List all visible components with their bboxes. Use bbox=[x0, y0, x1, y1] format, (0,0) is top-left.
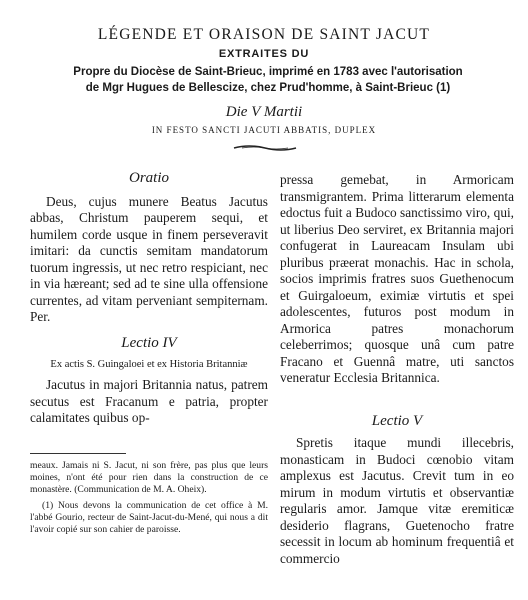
page-title: LÉGENDE ET ORAISON DE SAINT JACUT bbox=[97, 26, 431, 43]
oratio-text: Deus, cujus munere Beatus Jacutus abbas, Christum pauperem sequi, et humilem corde usque in finem perseveravit imitari: da cunctis semitam mandatorum tuorum ingressis, ut nec retro respiciant, nec in via hæreant; sed ad te sine ulla offensione currentes, ad vitam perveniant sempiternam. Per. bbox=[30, 193, 268, 324]
source-line-2: de Mgr Hugues de Bellescize, chez Prud'homme, à Saint-Brieuc (1) bbox=[85, 82, 451, 94]
ornament-divider bbox=[232, 143, 298, 153]
lectio-5-heading: Lectio V bbox=[371, 412, 423, 429]
lectio-4-continuation: pressa gemebat, in Armoricam transmigrantem. Prima litterarum elementa edoctus fuit a Budoco sanctissimo viro, qui, ut liberius Deo serviret, ex Britannia majori confugerat in Laureacam Insulam ubi pluribus præerat monachis. Hac in schola, socios imprimis fratres suos Guethenocum et Guirgaloeum, eximiæ virtutis et spei adolescentes, futuros post modum in Armorica patres monachorum celeberrimos; quosque unâ cum patre Fracano et Guennâ matre, uti sanctos veneratur Ecclesia Britannica. bbox=[280, 172, 514, 385]
right-column bbox=[280, 172, 514, 567]
subtitle: EXTRAITES DU bbox=[218, 48, 310, 60]
feast-title: IN FESTO SANCTI JACUTI ABBATIS, DUPLEX bbox=[151, 125, 377, 135]
lectio-5-text: Spretis itaque mundi illecebris, monasticam in Budoci cœnobio vitam amplexus est Jacutus. Crevit tum in eo mirum in modum virtutis et observantiæ regularis amor. Jamque vitæ eremiticæ desiderio flagrans, Guetenocho fratre secessit in locum ab hominum frequentiâ et commercio bbox=[280, 435, 514, 566]
footnote-continuation: meaux. Jamais ni S. Jacut, ni son frère, pas plus que leurs moines, n'ont été pour rien dans la construction de ce monastère. (Communication de M. A. Oheix). bbox=[30, 459, 268, 495]
footnote-1: (1) Nous devons la communication de cet office à M. l'abbé Gourio, recteur de Saint-Jacut-du-Mené, qui nous a dit l'avoir copié sur son cahier de paroisse. bbox=[30, 499, 268, 535]
footnotes bbox=[30, 460, 268, 536]
lectio-4-source: Ex actis S. Guingaloei et ex Historia Britanniæ bbox=[50, 359, 248, 370]
lectio-4-heading: Lectio IV bbox=[121, 334, 177, 351]
oratio-heading: Oratio bbox=[128, 170, 169, 186]
lectio-4-text: Jacutus in majori Britannia natus, patrem secutus est Fracanum e patria, propter calamitates quibus op- bbox=[30, 377, 268, 425]
feast-date: Die V Martii bbox=[225, 104, 303, 120]
footnote-rule bbox=[30, 453, 126, 454]
source-line-1: Propre du Diocèse de Saint-Brieuc, imprimé en 1783 avec l'autorisation bbox=[73, 66, 463, 78]
left-column bbox=[30, 170, 268, 540]
